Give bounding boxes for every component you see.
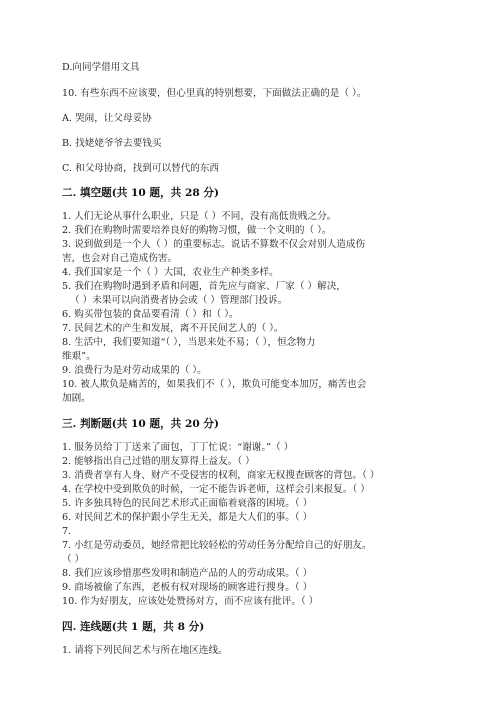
q10-option-a: A. 哭闹，让父母妥协 [62,113,152,124]
true-false-line: 8. 我们应该珍惜那些发明和制造产品的人的劳动成果。（ ） [62,568,313,579]
section-fill-blank-title: 二. 填空题(共 10 题，共 28 分) [62,187,219,199]
fill-blank-line: 害，也会对自己造成伤害。 [62,253,178,264]
true-false-line: 3. 消费者享有人身、财产不受侵害的权利，商家无权搜查顾客的背包。（ ） [62,470,380,481]
q10-stem: 10. 有些东西不应该要，但心里真的特别想要，下面做法正确的是（ ）。 [62,88,367,99]
true-false-line: 7. 小红是劳动委员，她经常把比较轻松的劳动任务分配给自己的好朋友。 [62,540,372,551]
true-false-line: 1. 服务员给丁丁送来了面包，丁丁忙说：“谢谢。”（ ） [62,442,294,453]
true-false-line: 5. 许多独具特色的民间艺术形式正面临着衰落的困境。（ ） [62,498,313,509]
true-false-line: （ ） [62,554,85,565]
true-false-line: 6. 对民间艺术的保护跟小学生无关，都是大人们的事。（ ） [62,512,313,523]
fill-blank-line: 加剧。 [62,393,91,404]
true-false-line: 2. 能够指出自己过错的朋友算得上益友。（ ） [62,456,255,467]
fill-blank-line: 1. 人们无论从事什么职业，只是（ ）不同，没有高低贵贱之分。 [62,211,337,222]
true-false-line: 4. 在学校中受到欺负的时候，一定不能告诉老师，这样会引来报复。（ ） [62,484,370,495]
matching-line: 1. 请将下列民间艺术与所在地区连线。 [62,645,228,656]
fill-blank-line: 6. 购买带包装的食品要看清（ ）和（ ）。 [62,309,239,320]
fill-blank-line: 5. 我们在购物时遇到矛盾和问题，首先应与商家、厂家（ ）解决， [62,281,346,292]
q9-option-d: D.向同学借用文具 [62,62,140,73]
true-false-line: 9. 商场被偷了东西，老板有权对现场的顾客进行搜身。（ ） [62,582,313,593]
fill-blank-line: 维艰”。 [62,351,96,362]
fill-blank-line: 10. 被人欺负是痛苦的，如果我们不（ ），欺负可能变本加厉，痛苦也会 [62,379,367,390]
section-matching-title: 四. 连线题(共 1 题，共 8 分) [62,621,205,633]
fill-blank-line: 8. 生活中，我们要知道“（ ），当思来处不易；（ ），恒念物力 [62,337,316,348]
fill-blank-line: 9. 浪费行为是对劳动成果的（ ）。 [62,365,207,376]
fill-blank-line: （ ）未果可以向消费者协会或（ ）管理部门投诉。 [70,295,288,306]
fill-blank-line: 4. 我们国家是一个（ ）大国，农业生产种类多样。 [62,267,279,278]
true-false-line: 7. [62,526,72,537]
true-false-line: 10. 作为好朋友，应该处处赞扬对方，而不应该有批评。（ ） [62,596,319,607]
q10-option-c: C. 和父母协商，找到可以替代的东西 [62,163,220,174]
fill-blank-line: 7. 民间艺术的产生和发展，离不开民间艺人的（ ）。 [62,323,284,334]
section-true-false-title: 三. 判断题(共 10 题，共 20 分) [62,418,219,430]
fill-blank-line: 3. 说到做到是一个人（ ）的重要标志。说话不算数不仅会对别人造成伤 [62,239,366,250]
q10-option-b: B. 找姥姥爷爷去要钱买 [62,138,162,149]
fill-blank-line: 2. 我们在购物时需要培养良好的购物习惯，做一个文明的（ ）。 [62,225,332,236]
